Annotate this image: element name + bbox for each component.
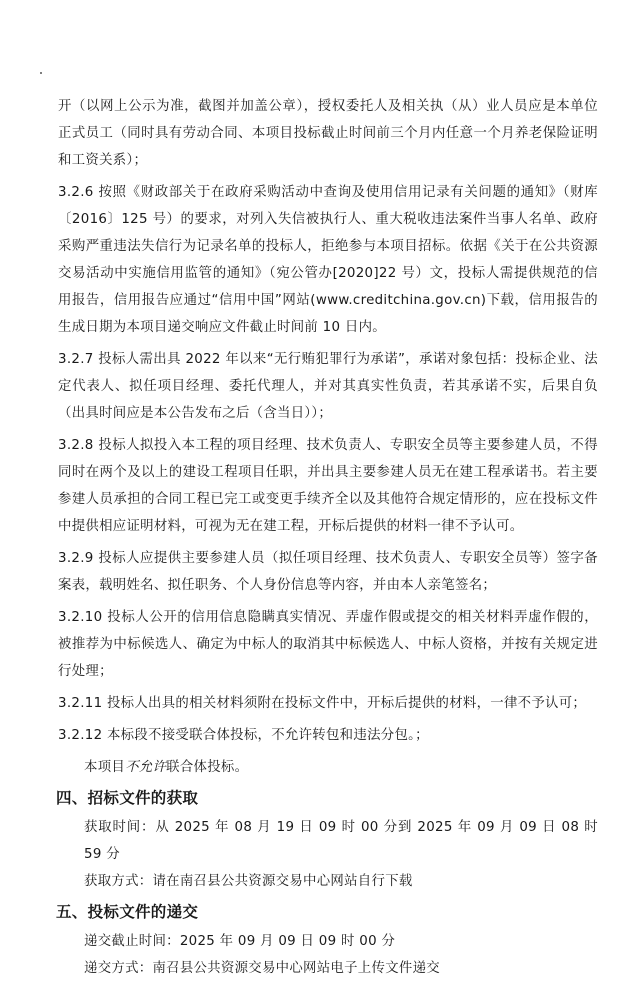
section-4-time: 获取时间：从 2025 年 08 月 19 日 09 时 00 分到 2025 年 09 月 09 日 08 时 59 分 [84, 820, 598, 862]
paragraph-3-2-7: 3.2.7 投标人需出具 2022 年以来“无行贿犯罪行为承诺”，承诺对象包括：投标企业、法定代表人、拟任项目经理、委托代理人，并对其真实性负责，若其承诺不实，后果自负（出具时间应是本公告发布之后（含当日））； [58, 352, 598, 421]
paragraph-3-2-6: 3.2.6 按照《财政部关于在政府采购活动中查询及使用信用记录有关问题的通知》（财库〔2016〕125 号）的要求，对列入失信被执行人、重大税收违法案件当事人名单、政府采购严重违法失信行为记录名单的投标人，拒绝参与本项目招标。依据《关于在公共资源交易活动中实施信用监管的通知》（宛公管办[2020]22 号）文，投标人需提供规范的信用报告，信用报告应通过“信用中国”网站(www.creditchina.gov.cn)下载，信用报告的生成日期为本项目递交响应文件截止时间前 10 日内。 [58, 185, 598, 335]
section-5-deadline: 递交截止时间：2025 年 09 月 09 日 09 时 00 分 [84, 934, 396, 949]
paragraph-employee-requirement: 开（以网上公示为准，截图并加盖公章），授权委托人及相关执（从）业人员应是本单位正式员工（同时具有劳动合同、本项目投标截止时间前三个月内任意一个月养老保险证明和工资关系）； [58, 99, 598, 168]
section-5-heading: 五、投标文件的递交 [56, 903, 199, 921]
scan-dot [40, 72, 42, 74]
paragraph-3-2-12: 3.2.12 本标段不接受联合体投标，不允许转包和违法分包。； [58, 728, 429, 743]
section-4-method: 获取方式：请在南召县公共资源交易中心网站自行下载 [84, 874, 413, 889]
paragraph-3-2-11: 3.2.11 投标人出具的相关材料须附在投标文件中，开标后提供的材料，一律不予认可； [58, 696, 587, 711]
paragraph-3-2-9: 3.2.9 投标人应提供主要参建人员（拟任项目经理、技术负责人、专职安全员等）签字备案表，载明姓名、拟任职务、个人身份信息等内容，并由本人亲笔签名； [58, 551, 598, 593]
section-5-method: 递交方式：南召县公共资源交易中心网站电子上传文件递交 [84, 961, 440, 976]
consortium-note-prefix: 本项目 [84, 760, 126, 775]
consortium-note-emphasis: 不允许 [125, 760, 167, 775]
consortium-note-suffix: 联合体投标。 [166, 760, 249, 775]
paragraph-3-2-8: 3.2.8 投标人拟投入本工程的项目经理、技术负责人、专职安全员等主要参建人员，不得同时在两个及以上的建设工程项目任职，并出具主要参建人员无在建工程承诺书。若主要参建人员承担的合同工程已完工或变更手续齐全以及其他符合规定情形的，应在投标文件中提供相应证明材料，可视为无在建工程，开标后提供的材料一律不予认可。 [58, 438, 598, 534]
paragraph-3-2-10: 3.2.10 投标人公开的信用信息隐瞒真实情况、弄虚作假或提交的相关材料弄虚作假的，被推荐为中标候选人、确定为中标人的取消其中标候选人、中标人资格，并按有关规定进行处理； [58, 610, 598, 679]
document-body [58, 93, 598, 982]
paragraph-consortium-note [58, 754, 598, 781]
section-4-heading: 四、招标文件的获取 [56, 789, 199, 807]
